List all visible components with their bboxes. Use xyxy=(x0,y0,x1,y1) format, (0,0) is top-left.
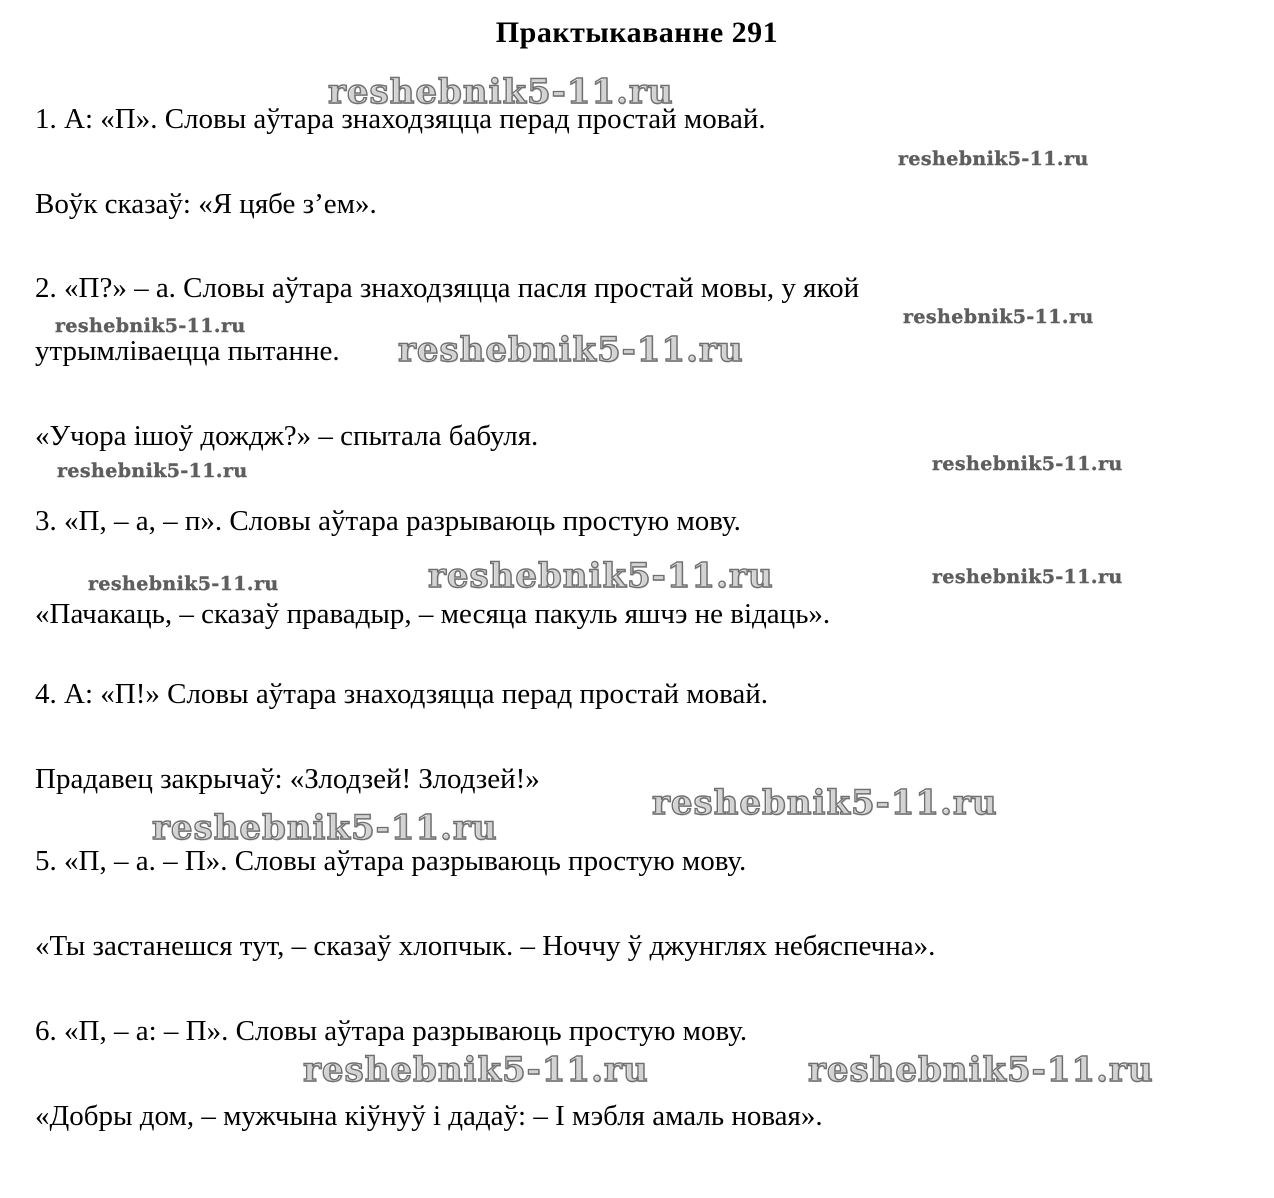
text-line: 3. «П, – а, – п». Словы аўтара разрываюць простую мову. xyxy=(35,505,741,537)
text-line: 5. «П, – а. – П». Словы аўтара разрываюць простую мову. xyxy=(35,845,747,877)
watermark: reshebnik5-11.ru xyxy=(428,556,774,596)
watermark: reshebnik5-11.ru xyxy=(808,1050,1154,1090)
text-line: 2. «П?» – а. Словы аўтара знаходзяцца пасля простай мовы, у якой xyxy=(35,272,860,304)
text-line: Воўк сказаў: «Я цябе з’ем». xyxy=(35,188,377,220)
watermark: reshebnik5-11.ru xyxy=(55,315,246,337)
text-line: утрымліваецца пытанне. xyxy=(35,335,340,367)
watermark: reshebnik5-11.ru xyxy=(303,1050,649,1090)
text-line: Прадавец закрычаў: «Злодзей! Злодзей!» xyxy=(35,763,540,795)
watermark: reshebnik5-11.ru xyxy=(903,306,1094,328)
watermark: reshebnik5-11.ru xyxy=(152,808,498,848)
watermark: reshebnik5-11.ru xyxy=(898,148,1089,170)
watermark: reshebnik5-11.ru xyxy=(652,783,998,823)
exercise-title: Практыкаванне 291 xyxy=(495,16,779,49)
text-line: 6. «П, – а: – П». Словы аўтара разрываюць простую мову. xyxy=(35,1015,748,1047)
watermark: reshebnik5-11.ru xyxy=(932,566,1123,588)
watermark: reshebnik5-11.ru xyxy=(398,330,744,370)
text-line: «Ты застанешся тут, – сказаў хлопчык. – Ноччу ў джунглях небяспечна». xyxy=(35,930,936,962)
watermark: reshebnik5-11.ru xyxy=(932,453,1123,475)
text-line: «Учора ішоў дождж?» – спытала бабуля. xyxy=(35,420,539,452)
text-line: «Пачакаць, – сказаў правадыр, – месяца пакуль яшчэ не відаць». xyxy=(35,598,831,630)
watermark: reshebnik5-11.ru xyxy=(57,460,248,482)
watermark: reshebnik5-11.ru xyxy=(328,72,674,112)
watermark: reshebnik5-11.ru xyxy=(88,573,279,595)
text-line: 4. А: «П!» Словы аўтара знаходзяцца перад простай мовай. xyxy=(35,678,769,710)
text-line: 1. А: «П». Словы аўтара знаходзяцца перад простай мовай. xyxy=(35,103,766,135)
text-line: «Добры дом, – мужчына кіўнуў і дадаў: – І мэбля амаль новая». xyxy=(35,1100,823,1132)
